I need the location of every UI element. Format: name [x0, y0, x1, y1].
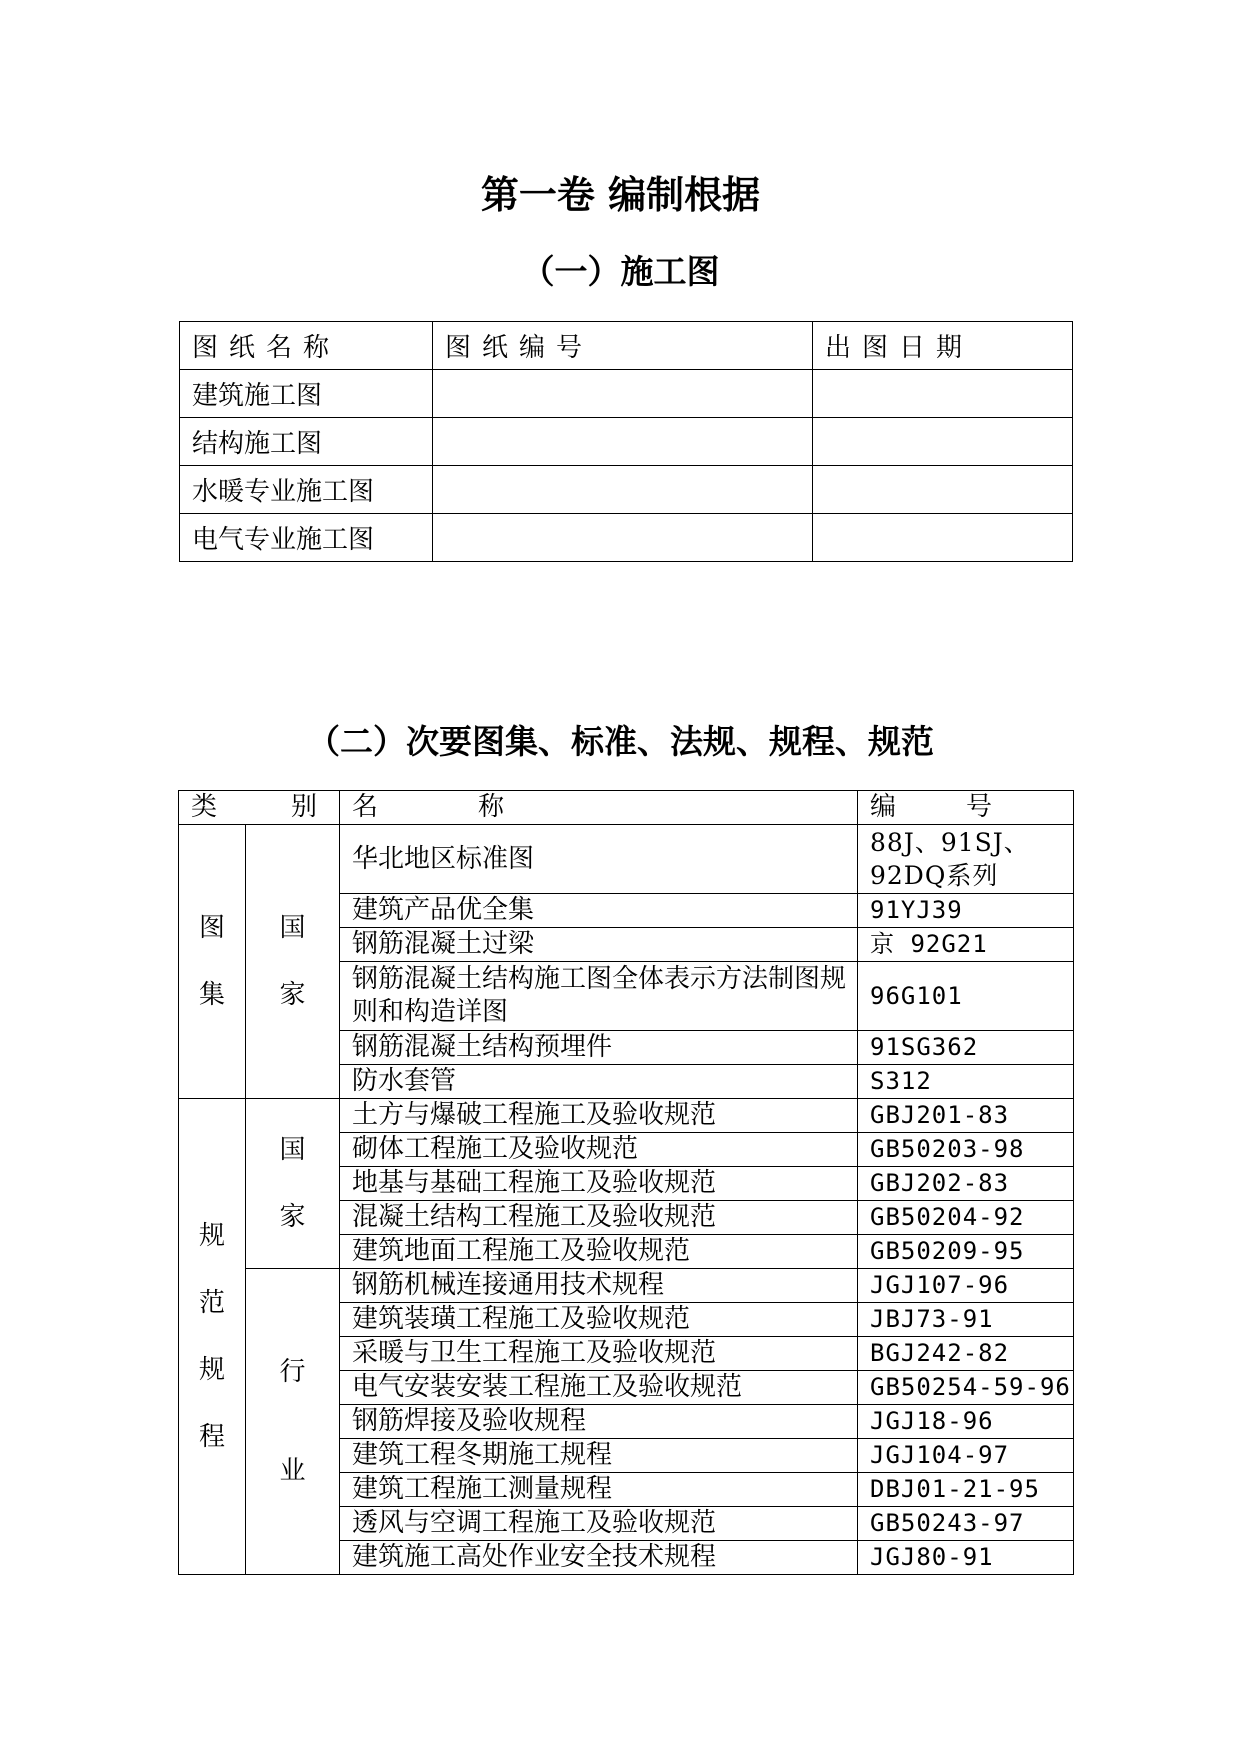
drawing-number [433, 418, 813, 466]
drawing-name: 水暖专业施工图 [180, 466, 433, 514]
standard-code: BGJ242-82 [858, 1337, 1074, 1371]
standard-code: GB50243-97 [858, 1507, 1074, 1541]
header-name [340, 791, 858, 825]
standard-name: 钢筋混凝土结构施工图全体表示方法制图规则和构造详图 [340, 962, 858, 1031]
standard-name: 钢筋混凝土结构预埋件 [340, 1031, 858, 1065]
drawing-number [433, 514, 813, 562]
standard-name: 采暖与卫生工程施工及验收规范 [340, 1337, 858, 1371]
standard-code: JGJ107-96 [858, 1269, 1074, 1303]
header-drawing-number: 图纸编号 [433, 322, 813, 370]
standard-code: JGJ104-97 [858, 1439, 1074, 1473]
group-spec-label-2: 范 [198, 1287, 225, 1318]
drawings-table-header [180, 322, 1073, 370]
drawing-date [813, 370, 1073, 418]
group-atlas [179, 825, 246, 1099]
standard-code: GBJ202-83 [858, 1167, 1074, 1201]
standard-name: 混凝土结构工程施工及验收规范 [340, 1201, 858, 1235]
header-category-a: 类 [191, 792, 218, 822]
header-category [179, 791, 340, 825]
header-drawing-name: 图纸名称 [180, 322, 433, 370]
group-atlas-national [246, 825, 340, 1099]
standard-name: 华北地区标准图 [340, 825, 858, 894]
group-spec-industry-label-2: 业 [279, 1455, 306, 1486]
standard-code: DBJ01-21-95 [858, 1473, 1074, 1507]
standard-name: 建筑产品优全集 [340, 894, 858, 928]
standard-name: 钢筋焊接及验收规程 [340, 1405, 858, 1439]
header-name-b: 称 [478, 792, 505, 822]
standard-name: 建筑工程冬期施工规程 [340, 1439, 858, 1473]
group-spec-national-label-1: 国 [279, 1134, 306, 1165]
section1-title: （一）施工图 [521, 252, 720, 291]
standard-name: 砌体工程施工及验收规范 [340, 1133, 858, 1167]
standard-code: 96G101 [858, 962, 1074, 1031]
standard-code: JGJ18-96 [858, 1405, 1074, 1439]
drawing-number [433, 370, 813, 418]
standard-name: 电气安装安装工程施工及验收规范 [340, 1371, 858, 1405]
standard-name: 土方与爆破工程施工及验收规范 [340, 1099, 858, 1133]
drawing-date [813, 466, 1073, 514]
drawing-number [433, 466, 813, 514]
standard-code: GB50254-59-96 [858, 1371, 1074, 1405]
drawing-date [813, 514, 1073, 562]
standard-code: S312 [858, 1065, 1074, 1099]
standard-code: 91SG362 [858, 1031, 1074, 1065]
standard-code: GBJ201-83 [858, 1099, 1074, 1133]
group-atlas-national-label-1: 国 [279, 912, 306, 943]
table-row [179, 825, 1074, 894]
standard-name: 建筑装璜工程施工及验收规范 [340, 1303, 858, 1337]
standard-code: GB50203-98 [858, 1133, 1074, 1167]
section2-title: （二）次要图集、标准、法规、规程、规范 [307, 722, 934, 761]
standard-name: 建筑地面工程施工及验收规范 [340, 1235, 858, 1269]
standard-code: GB50204-92 [858, 1201, 1074, 1235]
standard-code: 京 92G21 [858, 928, 1074, 962]
header-code-a: 编 [870, 792, 897, 822]
header-name-a: 名 [352, 792, 379, 822]
group-spec-industry-label-1: 行 [279, 1356, 306, 1387]
standards-table-header [179, 791, 1074, 825]
drawings-table [179, 321, 1073, 562]
header-category-b: 别 [290, 792, 317, 822]
group-atlas-label-2: 集 [198, 979, 225, 1010]
table-row [180, 370, 1073, 418]
standard-name: 钢筋混凝土过梁 [340, 928, 858, 962]
standard-name: 钢筋机械连接通用技术规程 [340, 1269, 858, 1303]
standard-name: 建筑工程施工测量规程 [340, 1473, 858, 1507]
standard-name: 防水套管 [340, 1065, 858, 1099]
group-spec-industry [246, 1269, 340, 1575]
standards-table [178, 790, 1074, 1575]
group-spec [179, 1099, 246, 1575]
drawing-name: 电气专业施工图 [180, 514, 433, 562]
table-row [180, 418, 1073, 466]
standard-name: 建筑施工高处作业安全技术规程 [340, 1541, 858, 1575]
document-title: 第一卷 编制根据 [480, 173, 761, 217]
group-atlas-label-1: 图 [198, 912, 225, 943]
standard-name: 透风与空调工程施工及验收规范 [340, 1507, 858, 1541]
standard-code: 91YJ39 [858, 894, 1074, 928]
group-spec-label-3: 规 [198, 1354, 225, 1385]
group-atlas-national-label-2: 家 [279, 979, 306, 1010]
table-row [179, 1099, 1074, 1133]
standard-name: 地基与基础工程施工及验收规范 [340, 1167, 858, 1201]
standard-code: GB50209-95 [858, 1235, 1074, 1269]
group-spec-label-1: 规 [198, 1220, 225, 1251]
drawing-name: 建筑施工图 [180, 370, 433, 418]
drawing-name: 结构施工图 [180, 418, 433, 466]
drawing-date [813, 418, 1073, 466]
standard-code: JBJ73-91 [858, 1303, 1074, 1337]
group-spec-label-4: 程 [198, 1421, 225, 1452]
table-row [180, 514, 1073, 562]
header-code [858, 791, 1074, 825]
standard-code: JGJ80-91 [858, 1541, 1074, 1575]
table-row [180, 466, 1073, 514]
group-spec-national [246, 1099, 340, 1269]
table-row [179, 1269, 1074, 1303]
group-spec-national-label-2: 家 [279, 1201, 306, 1232]
header-code-b: 号 [966, 792, 993, 822]
header-drawing-date: 出图日期 [813, 322, 1073, 370]
standard-code: 88J、91SJ、92DQ系列 [858, 825, 1074, 894]
